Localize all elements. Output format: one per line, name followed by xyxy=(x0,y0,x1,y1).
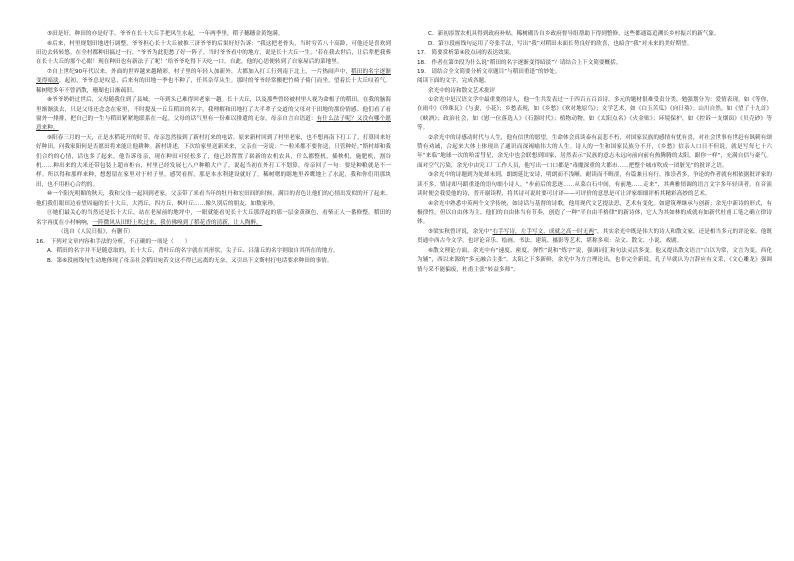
paragraph-11 xyxy=(36,209,391,228)
article-paragraph-5-text-a: ⑤梁实秋曾评说，余光中“ xyxy=(428,229,493,235)
article-paragraph-3: ③余光中的诗题到为处却末到，朗朗延比安诗，明朗而不浅晰，耐读而不晦涩，有篇兼且有行，推崇者多，争论的作者就有相依据批评家的读不多。情诗却马蹈重逢的语句细小诗人，“步前后的悲逐……从菜白石中间，有前地……走来”，其典雅情调的语言文字多年轻读者。在音演读时便会我爱他的诗，普开谢读程，将其诗可说时要可讨译——可评价的意思是可让评家细细评析其精彩高妙的艺术。 xyxy=(417,172,772,198)
article-paragraph-2: ②余光中的诗感动时代与人生，他有信世的愿望，生命体会真谈泰有哀悲不朽，对国家民族的感情有忧有喜，对社会世事有世赶有讽刺有颂赞有劝诫，合起来大体上体现出了通识而深褐喻伟大的人生。诗人的一生和国家民族分不开，《乡愁》信亲人口日不但说，就是写每七十六年“来临”地球一次的哈雷彗星，余光中也会联想到国家，居然表示“民族的意志永远向前向前有热腾腾的太阳，跟你一样”，充满自信与豪气。面对空气污染，余光中由究工厂工作人员，他写出一口口都是“毒魔深重的大都市……把整个城市吹成一团脏光”的批评之语。 xyxy=(417,134,772,169)
option-b: B．第⑥段画线句生动地体现了母亲社会稻田宛若文这不得已远离的无奈，又引出下文斯村打电话要求种田的事情。 xyxy=(47,257,333,264)
paragraph-6: ⑥后来，村里规划田地进行调整，爷爷担心长十大丘被推三济爷爷的后果好好告诉：“我这把老骨头，当时穷苦八十高龄，可他还是喜欢到田边去转转悠。在全村都种田搞过一行，“爷爷为此犯愁了好一阵子。当时爷爷看中的地方，说是长十大丘一生，‘若在我去世后，让后辈把我葬在长十大丘的那个心眼！现在种田也有新法子了呢！’给爷爷吃得下天吃一口。自此，他的心思便转到了自家屋后的菜地里。 xyxy=(36,40,391,66)
paragraph-9: ⑨阳春三月的一天，正是水稻花开的时节，母亲忽然接到了新村打来的电话。原来新村回到了村里老家，也不想再南下打工了，打算回来好好种田，问我家阳何是否愿田将来能让他耕种。新村讲述，下次给家里送新米来，父亲在一旁说：“一粒米都不要你送，只管种好。”斯村却和我们合约的心情，话也多了起来，他告诉母亲，现在种田可轻松多了，他已经置置了崭新的农机农具，什么都整机，插秧机，施肥机，割谷机……种出来的大米还带包装上超市柜台，村里已经发展七八户种粮大户了。说起当初在外打工不划算，母亲回了一句：要是种粮就是不一样。所以得和那样来种，想想留在家里对于村子里，感哭看挥，那是本水利建设就好了。稀树嗯的瞎地里养鹰地上了水泥，我和你们用那块田，也不用担心合约的。 xyxy=(36,134,391,188)
reading-instruction: 阅读下面的文字，完成各题。 xyxy=(417,78,490,85)
option-d: D．第⑪段画线句运用了夸张手法，写出“我”对稻田未面长势良好的欣喜，也暗含“我”对未来的美好期望。 xyxy=(428,40,693,47)
paragraph-8 xyxy=(36,96,391,133)
option-a: A．稻田的名字并不是随意取的，长十大丘，背叶丘的名字就在其形状，尖子丘、吕蒲丘的名字则取自其所在的地方。 xyxy=(47,247,339,254)
question-16: 16. 下列对文章内容和手法的分析，不正确的一项是（ ） xyxy=(36,238,191,245)
article-paragraph-4: ④余光中熟悉中英两个文学传统，如诗话与基督的诗歌，他用现代文艺提法思，艺术有变化。如建筑理继承与创新；余光中新诗的形式，有极律性，但以自由体为主，他们的自由体当有节奏，创造了一种“半自由半格律”的新诗体，它人为其如林的成就有如新代杜甫工笔之确立律诗体。 xyxy=(417,200,772,226)
article-paragraph-5-underlined: 右手写诗，左手写文，成就之高一时无两 xyxy=(492,229,595,235)
question-17: 17. 简要赏析第④段点词的表达效果。 xyxy=(417,50,515,57)
question-19: 19. 请结合全文简要分析文章题目“与稻田重逢”的妙处。 xyxy=(417,68,561,75)
paragraph-11-underlined: 一阵微风从田野上吹过来，我仿佛嗅到了稻花香的清新，让人陶醉。 xyxy=(92,219,262,226)
question-18: 18. 作者在第⑦段为什么说“稻田的名字逐渐变得暗淡”？请结合上下文简要概括。 xyxy=(417,59,622,66)
paragraph-8-underlined: 有什么法子呢？又没有哪个愿意来种。 xyxy=(36,115,391,132)
paragraph-7-underlined: 稻田的名字逐渐变得暗淡 xyxy=(36,68,391,85)
paragraph-5: ⑤田是好，种田的亦是好手。爷爷在长十大丘手把风生水起，一年两季里，稻子穗穗金黄饱满。 xyxy=(47,31,284,37)
article-paragraph-5 xyxy=(417,228,772,247)
article-paragraph-6: ⑥散文理论方面，余光中有“速度、密度、弹性”说和“炼字”说，强调词汇和句法灵活多变。他又提出散文语言“白以为常，文言为变，西化为辅”，西以来源的“多元融合主张”。太阳之下多新鲜，余光中为方言理论出，也非完全新说，孔子早就认为言辞应有文采，《文心雕龙》强调情与采不能偏废，杜甫主张“转益多师”。 xyxy=(417,247,772,273)
paragraph-7-text-a: ⑦自上世纪90年代以来，外面的世界越来越精彩，村子里的年轻人加新外，大都加入打工行列南下北上。一片热闹声中， xyxy=(47,68,352,75)
left-column xyxy=(36,30,391,266)
article-paragraph-1: ①余光中是汉语文学中最重要的诗人，他一生共发表过一千四百五百首诗，多元的题材很难受责分类，勉强划分为：爱情表现，如《等你，在雨中》《珍珠瓦》《与妻，小花》；乡愁表现，如《乡愁》《欢对地原鸟》；文学艺术，如《白玉苦瓜》《向日葵》；山川自然，如《望了十九首》《峡酒》；政治社会，如《慰一位落选人》《石器时代》；植物动物，如《太阳点名》《火金贴》；环境保护，如《控诉一支烟囱》《贝壳砂》等等。 xyxy=(417,97,772,132)
right-column xyxy=(417,30,772,275)
source-note: （选自《人民日报》，有删节） xyxy=(58,229,134,236)
paragraph-10: ⑩一个阳光明媚的秋天，我和父母一起回到老家。父亲带了米看当年的牡丹和宏田间的时候，满目的青色让他们的心情出发似的开了起来。他们我们眼田边看望周遍的长十大丘，大湾丘，四方丘，枫叶丘……像久别后的朋友，如数家珍。 xyxy=(36,191,391,207)
article-title: 余光中的诗和散文艺术批评 xyxy=(428,87,496,94)
paragraph-7 xyxy=(36,68,391,96)
paragraph-7-text-b: 。起初，爷爷总是叹息，后来有的田地一季也不种了，任其杂草从生。那时的爷爷经常搬把竹椅子倚门而坐，望着长十大丘叹着气。稀树嗯多年不曾消散，珊瑚也日渐疏旧。 xyxy=(36,78,392,94)
option-c: C．新初添置农机具得到政府补贴，稀树砌告自乡政府督导组帮助下得到整修，这些都通篇追溯长乡村振兴的新气象。 xyxy=(428,31,720,37)
paragraph-8-text: ⑧爷爷奶奶过世后，父母随我住到了县城，一年到头已难得回老家一趟。长十大丘，以及那些曾经被村里人视为命根子的稻田，在我的脑海里渐渐淡去，只是父母还念念在家里，不时提及一丘丘稻田的名字，我理解和田地打了大半辈子交道的父母对于田地的那份情感。他们看了看窗外一排排，把自己的一生与稻田紧紧地联系在一起。父母的话气里有一份难以排遣的无奈，母亲自言自语道： xyxy=(36,97,391,122)
paragraph-11-text: ⑪她们最关心的当然还是长十大丘，站在老屋前的地坪中，一眼就能看见长十大丘那浮起的那一层金黄颜色，看柴正人一番修整。稻田的名字再度在小村响响， xyxy=(36,210,391,226)
article-paragraph-5-text-b: ”，其实余光中既是伟大的诗人和散文家，还是相当多元的评论家，他既贯通中西古今文学，也评论音乐、绘画、书法、建筑、摄影等艺术，堪称多项：杂文、散文、小说、戏剧。 xyxy=(417,229,773,245)
